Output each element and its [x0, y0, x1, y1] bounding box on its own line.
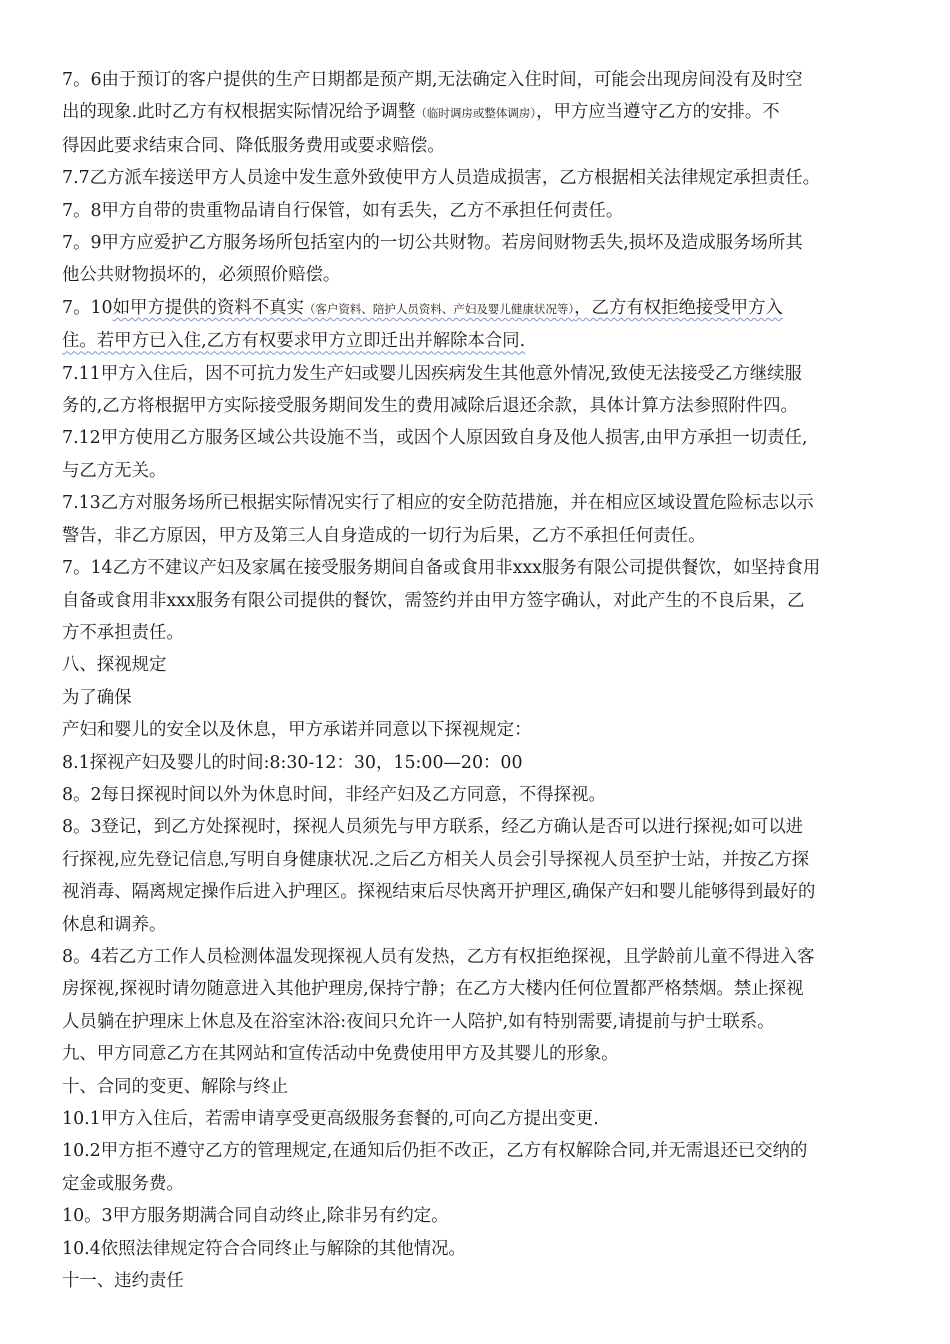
text-line: [62, 941, 898, 973]
text-segment: 行探视,应先登记信息,写明自身健康状况.之后乙方相关人员会引导探视人员至护士站，并按乙方探: [62, 849, 809, 870]
text-line: [62, 1103, 898, 1135]
text-line: [62, 779, 898, 811]
text-segment: 10.4依照法律规定符合合同终止与解除的其他情况。: [62, 1238, 466, 1259]
text-segment: 务的,乙方将根据甲方实际接受服务期间发生的费用减除后退还余款，具体计算方法参照附件四。: [62, 396, 798, 417]
text-line: [62, 747, 898, 779]
text-line: [62, 1071, 898, 1103]
text-segment: 定金或服务费。: [62, 1173, 184, 1194]
text-line: [62, 455, 898, 487]
text-segment: 与乙方无关。: [62, 460, 167, 481]
text-segment: 7.13乙方对服务场所已根据实际情况实行了相应的安全防范措施，并在相应区域设置危险标志以示: [62, 493, 814, 514]
text-line: [62, 617, 898, 649]
text-line: [62, 844, 898, 876]
text-segment: ，乙方有权拒绝接受甲方入: [574, 297, 783, 318]
text-segment: 10.1甲方入住后，若需申请享受更高级服务套餐的,可向乙方提出变更.: [62, 1109, 599, 1129]
text-line: [62, 682, 898, 714]
text-segment: 8。2每日探视时间以外为休息时间，非经产妇及乙方同意，不得探视。: [62, 784, 606, 805]
text-segment: 产妇和婴儿的安全以及休息，甲方承诺并同意以下探视规定：: [62, 720, 532, 741]
text-line: [62, 1233, 898, 1265]
text-line: [62, 358, 898, 390]
text-segment: ，甲方应当遵守乙方的安排。不: [536, 102, 780, 123]
text-line: [62, 325, 898, 357]
text-segment: 7。6由于预订的客户提供的生产日期都是预产期,无法确定入住时间，可能会出现房间没有及时空: [62, 70, 803, 90]
text-segment: 7.7乙方派车接送甲方人员途中发生意外致使甲方人员造成损害，乙方根据相关法律规定承担责任。: [62, 168, 821, 189]
text-line: [62, 162, 898, 194]
text-line: [62, 130, 898, 162]
text-segment: 视消毒、隔离规定操作后进入护理区。探视结束后尽快离开护理区,确保产妇和婴儿能够得到最好的: [62, 882, 816, 903]
text-segment: 7。9甲方应爱护乙方服务场所包括室内的一切公共财物。若房间财物丢失,损坏及造成服务场所其: [62, 233, 803, 254]
text-segment: 8。4若乙方工作人员检测体温发现探视人员有发热，乙方有权拒绝探视，且学龄前儿童不得进入客: [62, 946, 815, 967]
text-line: [62, 390, 898, 422]
text-segment: 8.1探视产妇及婴儿的时间:8:30-12：30，15:00—20：00: [62, 752, 523, 773]
text-line: [62, 259, 898, 291]
text-segment: 7.12甲方使用乙方服务区域公共设施不当，或因个人原因致自身及他人损害,由甲方承担一切责任,: [62, 428, 808, 449]
text-segment: 方不承担责任。: [62, 622, 184, 643]
text-segment: 7。10: [62, 297, 113, 318]
text-line: [62, 1135, 898, 1167]
text-line: [62, 649, 898, 681]
text-segment: 8。3登记，到乙方处探视时，探视人员须先与甲方联系，经乙方确认是否可以进行探视;如可以进: [62, 817, 804, 838]
text-line: [62, 1200, 898, 1232]
text-segment: 10。3甲方服务期满合同自动终止,除非另有约定。: [62, 1206, 449, 1227]
text-line: [62, 811, 898, 843]
text-line: [62, 1168, 898, 1200]
text-segment: 7.11甲方入住后，因不可抗力发生产妇或婴儿因疾病发生其他意外情况,致使无法接受乙方继续服: [62, 363, 802, 384]
text-line: [62, 292, 898, 325]
text-line: [62, 1265, 898, 1297]
text-line: [62, 487, 898, 519]
text-segment: 休息和调养。: [62, 914, 167, 935]
text-segment: 十一、违约责任: [62, 1271, 184, 1292]
text-segment: （临时调房或整体调房）: [415, 106, 537, 121]
text-line: [62, 195, 898, 227]
text-segment: 警告，非乙方原因，甲方及第三人自身造成的一切行为后果，乙方不承担任何责任。: [62, 525, 706, 546]
text-line: [62, 552, 898, 584]
text-segment: 得因此要求结束合同、降低服务费用或要求赔偿。: [62, 135, 445, 156]
text-segment: 7。8甲方自带的贵重物品请自行保管，如有丢失，乙方不承担任何责任。: [62, 200, 624, 221]
text-line: [62, 1038, 898, 1070]
text-segment: 如甲方提供的资料不真实: [112, 297, 304, 318]
text-line: [62, 227, 898, 259]
text-segment: 7。14乙方不建议产妇及家属在接受服务期间自备或食用非xxx服务有限公司提供餐饮，如坚持食用: [62, 558, 821, 579]
text-line: [62, 909, 898, 941]
text-segment: 他公共财物损坏的，必须照价赔偿。: [62, 265, 341, 286]
text-line: [62, 585, 898, 617]
text-segment: 八、探视规定: [62, 655, 167, 676]
text-line: [62, 96, 898, 129]
text-line: [62, 876, 898, 908]
text-line: [62, 973, 898, 1005]
text-segment: 房探视,探视时请勿随意进入其他护理房,保持宁静；在乙方大楼内任何位置都严格禁烟。禁止探视: [62, 979, 804, 1000]
text-line: [62, 520, 898, 552]
text-segment: 自备或食用非xxx服务有限公司提供的餐饮，需签约并由甲方签字确认，对此产生的不良后果，乙: [62, 590, 805, 611]
text-segment: 九、甲方同意乙方在其网站和宣传活动中免费使用甲方及其婴儿的形象。: [62, 1044, 619, 1065]
text-segment: 住。若甲方已入住,乙方有权要求甲方立即迁出并解除本合同.: [62, 331, 526, 352]
text-segment: 10.2甲方拒不遵守乙方的管理规定,在通知后仍拒不改正，乙方有权解除合同,并无需退还已交纳的: [62, 1141, 808, 1162]
text-line: [62, 714, 898, 746]
text-segment: 出的现象.此时乙方有权根据实际情况给予调整: [62, 102, 416, 123]
text-segment: （客户资料、陪护人员资料、产妇及婴儿健康状况等）: [303, 301, 575, 316]
text-segment: 十、合同的变更、解除与终止: [62, 1076, 289, 1097]
text-segment: 为了确保: [62, 687, 132, 708]
text-line: [62, 1006, 898, 1038]
text-line: [62, 422, 898, 454]
text-segment: 人员躺在护理床上休息及在浴室沐浴:夜间只允许一人陪护,如有特别需要,请提前与护士联系。: [62, 1011, 775, 1032]
text-line: [62, 64, 898, 96]
